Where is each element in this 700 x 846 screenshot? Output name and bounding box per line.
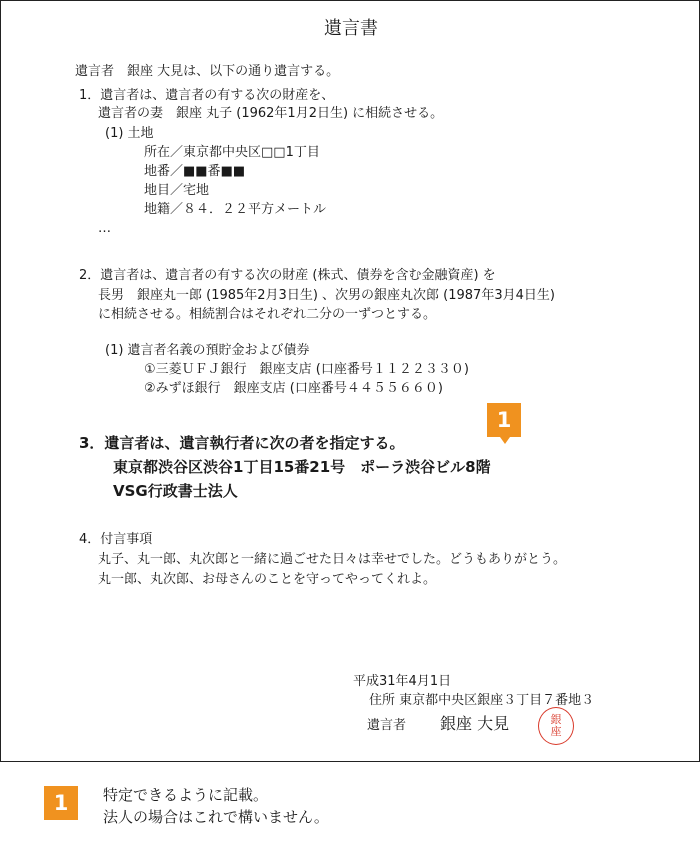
section2-line1: 2．遺言者は、遺言者の有する次の財産 (株式、債券を含む金融資産) を <box>79 268 496 283</box>
legend-badge-1: 1 <box>44 786 78 820</box>
callout-badge-1: 1 <box>487 403 521 437</box>
section3-line1: 3．遺言者は、遺言執行者に次の者を指定する。 <box>79 434 405 452</box>
seal-stamp <box>538 707 574 745</box>
land-item: 地籍／８４．２２平方メートル <box>144 202 327 217</box>
section2-line3: に相続させる。相続割合はそれぞれ二分の一ずつとする。 <box>98 307 437 322</box>
intro-text: 遺言者 銀座 大見は、以下の通り遺言する。 <box>75 64 340 79</box>
section1-line2: 遺言者の妻 銀座 丸子 (1962年1月2日生) に相続させる。 <box>98 106 444 121</box>
section1-line1: 1．遺言者は、遺言者の有する次の財産を、 <box>79 88 335 103</box>
section2-line2: 長男 銀座丸一郎 (1985年2月3日生) 、次男の銀座丸次郎 (1987年3月4日生) <box>98 288 555 303</box>
land-item: 地番／■■番■■ <box>144 164 246 179</box>
signer-label: 遺言者 <box>367 718 407 733</box>
document-title: 遺言書 <box>324 18 378 39</box>
section4-line2: 丸一郎、丸次郎、お母さんのことを守ってやってくれよ。 <box>98 572 437 587</box>
bank-item: ②みずほ銀行 銀座支店 (口座番号４４５５６６０) <box>144 381 443 396</box>
legend-line1: 特定できるように記載。 <box>103 786 269 804</box>
document-date: 平成31年4月1日 <box>353 674 452 689</box>
bank-item: ①三菱ＵＦＪ銀行 銀座支店 (口座番号１１２２３３０) <box>144 362 469 377</box>
signer-address: 住所 東京都中央区銀座３丁目７番地３ <box>369 693 595 708</box>
legend-line2: 法人の場合はこれで構いません。 <box>103 808 329 826</box>
executor-name: VSG行政書士法人 <box>113 482 238 500</box>
land-item: 所在／東京都中央区□□1丁目 <box>144 145 320 160</box>
signer-name: 銀座 大見 <box>440 714 510 733</box>
section2-subheading: (1) 遺言者名義の預貯金および債券 <box>105 343 310 358</box>
section1-ellipsis: … <box>98 221 111 236</box>
seal-char: 座 <box>550 725 562 738</box>
seal-char: 銀 <box>550 713 562 726</box>
land-item: 地目／宅地 <box>144 183 210 198</box>
section4-heading: 4．付言事項 <box>79 532 153 547</box>
section4-line1: 丸子、丸一郎、丸次郎と一緒に過ごせた日々は幸せでした。どうもありがとう。 <box>98 552 567 567</box>
section1-subheading: (1) 土地 <box>105 126 154 141</box>
legend-text <box>103 784 329 828</box>
executor-address: 東京都渋谷区渋谷1丁目15番21号 ポーラ渋谷ビル8階 <box>113 458 491 476</box>
